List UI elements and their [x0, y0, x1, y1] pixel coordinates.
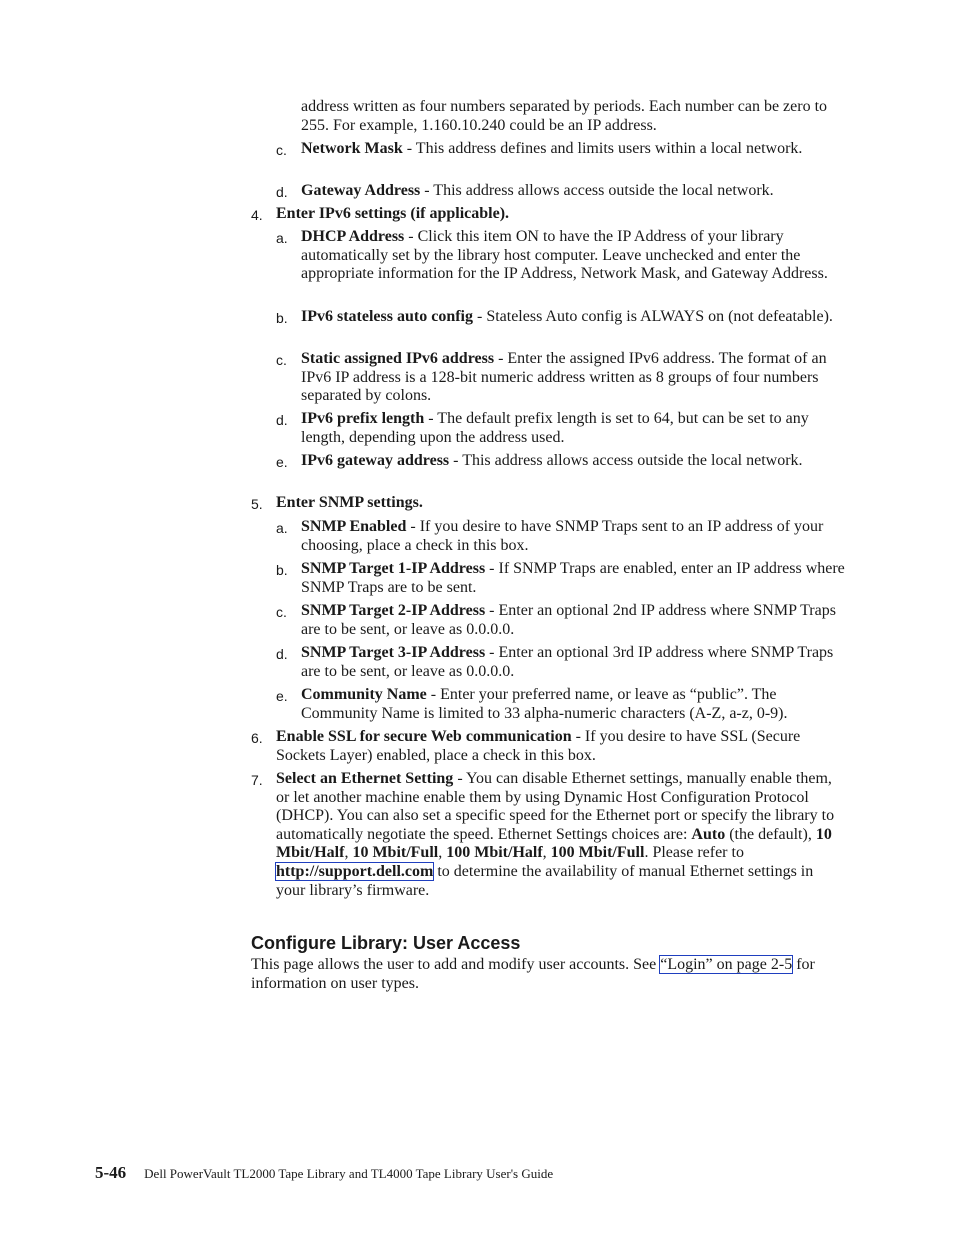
list-marker: d. [276, 412, 288, 428]
list-item-snmp-target-1 [276, 560, 846, 598]
list-item-network-mask [276, 140, 846, 178]
step-title: Enter SNMP settings. [276, 494, 423, 511]
description: - Click this item ON to have the IP Address of your library automatically set by the library host computer. Leave unchecked and enter the appropriate information for the IP Address, Network Mask, and Gateway Address. [301, 228, 828, 283]
list-marker: d. [276, 646, 288, 662]
section-intro [251, 956, 846, 993]
term: IPv6 prefix length [301, 410, 425, 427]
list-marker: b. [276, 310, 288, 326]
list-item-gateway-address [276, 182, 846, 202]
support-link[interactable]: http://support.dell.com [276, 862, 434, 880]
step-5 [251, 494, 846, 514]
term: IPv6 stateless auto config [301, 308, 473, 325]
step-title: Select an Ethernet Setting [276, 770, 454, 787]
step-number: 5. [251, 496, 263, 512]
description: - This address allows access outside the local network. [449, 452, 803, 469]
list-marker: e. [276, 688, 288, 704]
list-item-ipv6-prefix [276, 410, 846, 448]
list-marker: a. [276, 230, 288, 246]
list-marker: c. [276, 142, 287, 158]
term: Gateway Address [301, 182, 421, 199]
list-item-ipv6-stateless [276, 308, 846, 346]
step-title: Enable SSL for secure Web communication [276, 728, 572, 745]
separator: , [344, 844, 353, 862]
step-4 [251, 205, 846, 225]
term: Community Name [301, 686, 427, 703]
description: - Enter an optional 3rd IP address where SNMP Traps are to be sent, or leave as 0.0.0.0. [301, 644, 834, 680]
description: - The default prefix length is set to 64, but can be set to any length, depending upon the address used. [301, 410, 809, 446]
option-auto: Auto [691, 825, 726, 843]
list-marker: c. [276, 604, 287, 620]
step-description: - If you desire to have SSL (Secure Sockets Layer) enabled, place a check in this box. [276, 728, 801, 764]
step-text: to determine the availability of manual Ethernet settings in your library’s firmware. [276, 862, 814, 899]
term: SNMP Target 3-IP Address [301, 644, 486, 661]
list-item-snmp-target-2 [276, 602, 846, 640]
list-marker: a. [276, 520, 288, 536]
option-10-full: 10 Mbit/Full [352, 844, 439, 862]
step-title: Enter IPv6 settings (if applicable). [276, 205, 510, 222]
page-footer [95, 1163, 553, 1183]
page-number: 5-46 [95, 1163, 127, 1182]
term: SNMP Target 1-IP Address [301, 560, 486, 577]
intro-text: This page allows the user to add and modify user accounts. See [251, 956, 661, 973]
list-item-dhcp-address [276, 228, 846, 304]
document-title: Dell PowerVault TL2000 Tape Library and TL4000 Tape Library User's Guide [144, 1166, 554, 1181]
login-page-link[interactable]: “Login” on page 2-5 [660, 956, 793, 973]
ipv4-address-continuation: address written as four numbers separated by periods. Each number can be zero to 255. For example, 1.160.10.240 could be an IP address. [301, 98, 828, 134]
term: SNMP Enabled [301, 518, 407, 535]
step-text: . Please refer to [644, 844, 744, 862]
description: - Enter an optional 2nd IP address where SNMP Traps are to be sent, or leave as 0.0.0.0. [301, 602, 836, 638]
option-10-half: 10 Mbit/Half [276, 825, 832, 862]
description: - This address allows access outside the local network. [420, 182, 774, 199]
term: SNMP Target 2-IP Address [301, 602, 486, 619]
list-item-snmp-target-3 [276, 644, 846, 682]
description: - Enter the assigned IPv6 address. The format of an IPv6 IP address is a 128-bit numeric address written as 8 groups of four numbers separated by colons. [301, 350, 827, 405]
step-number: 7. [251, 772, 263, 788]
option-100-full: 100 Mbit/Full [550, 844, 645, 862]
description: - Enter your preferred name, or leave as “public”. The Community Name is limited to 33 alpha-numeric characters (A-Z, a-z, 0-9). [301, 686, 788, 722]
step-text: (the default), [725, 825, 816, 843]
list-marker: c. [276, 352, 287, 368]
description: - This address defines and limits users within a local network. [402, 140, 803, 157]
intro-text: for information on user types. [251, 956, 815, 992]
list-item-ipv6-gateway [276, 452, 846, 490]
step-number: 4. [251, 207, 263, 223]
term: Network Mask [301, 140, 403, 157]
description: - Stateless Auto config is ALWAYS on (not defeatable). [472, 308, 833, 325]
separator: , [438, 844, 447, 862]
option-100-half: 100 Mbit/Half [446, 844, 543, 862]
description: - If SNMP Traps are enabled, enter an IP address where SNMP Traps are to be sent. [301, 560, 845, 596]
list-marker: b. [276, 562, 288, 578]
term: Static assigned IPv6 address [301, 350, 495, 367]
step-number: 6. [251, 730, 263, 746]
list-marker: e. [276, 454, 288, 470]
step-6 [251, 728, 846, 766]
list-marker: d. [276, 184, 288, 200]
list-item-snmp-enabled [276, 518, 846, 556]
separator: , [542, 844, 551, 862]
section-heading: Configure Library: User Access [251, 933, 521, 953]
term: DHCP Address [301, 228, 405, 245]
list-item-community-name [276, 686, 846, 724]
list-item-static-ipv6 [276, 350, 846, 407]
step-description: - You can disable Ethernet settings, manually enable them, or let another machine enable them by using Dynamic Host Configuration Protocol (DHCP). You can also set a specific speed for the Ethernet port or specify the library to automatically negotiate the speed. Ethernet Settings choices are: [276, 770, 835, 843]
step-7 [251, 770, 846, 920]
term: IPv6 gateway address [301, 452, 450, 469]
description: - If you desire to have SNMP Traps sent to an IP address of your choosing, place a check in this box. [301, 518, 824, 554]
